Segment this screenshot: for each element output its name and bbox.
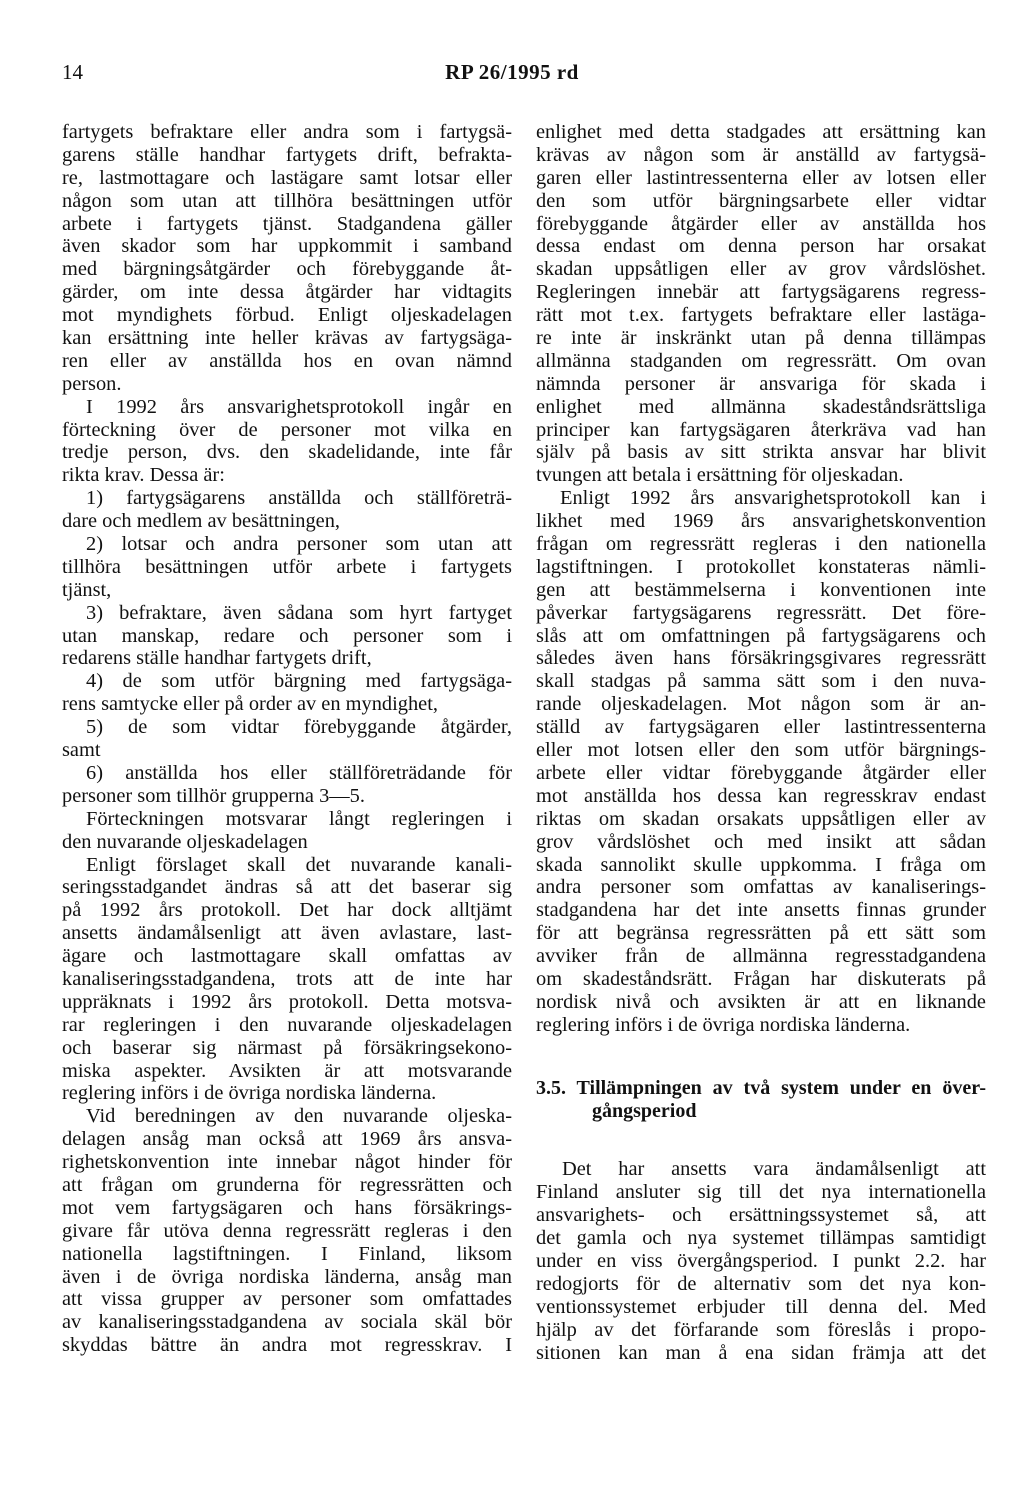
text-line: garens ställe handhar fartygets drift, befrakta- (62, 143, 512, 166)
text-line: miska aspekter. Avsikten är att motsvarande (62, 1059, 512, 1082)
text-line: garen eller lastintressenterna eller av lotsen eller (536, 166, 986, 189)
text-line: kanaliseringsstadgandena, trots att de inte har (62, 967, 512, 990)
text-line: den som utför bärgningsarbete eller vidtar (536, 189, 986, 212)
text-line: 2) lotsar och andra personer som utan att (86, 533, 512, 556)
text-line: rande oljeskadelagen. Mot någon som är an- (536, 693, 986, 716)
text-line: att vissa grupper av personer som omfattades (62, 1288, 512, 1311)
text-line: stadgandena har det inte ansetts finnas grunder (536, 899, 986, 922)
text-line: andra personer som omfattas av kanaliserings- (536, 876, 986, 899)
text-line: att frågan om grunderna för regressrätten och (62, 1173, 512, 1196)
text-line: hjälp av det förfarande som föreslås i propo- (536, 1318, 986, 1341)
right-column-top-text (536, 121, 986, 1037)
text-line: någon som utan att tillhöra besättningen utför (62, 189, 512, 212)
text-line: lagstiftningen. I protokollet konstateras nämli- (536, 555, 986, 578)
text-line: Det har ansetts vara ändamålsenligt att (562, 1158, 986, 1181)
text-line: krävas av någon som är anställd av fartygsä- (536, 143, 986, 166)
page-number: 14 (62, 60, 83, 84)
text-line: sitionen kan man å ena sidan främja att det (536, 1341, 986, 1364)
text-line: samt (62, 739, 101, 762)
text-line: mot myndighets förbud. Enligt oljeskadelagen (62, 304, 512, 327)
text-line: enlighet med allmänna skadeståndsrättsliga (536, 395, 986, 418)
right-column-bottom-text (536, 1158, 986, 1364)
text-line: Enligt 1992 års ansvarighetsprotokoll kan i (560, 487, 986, 510)
text-line: ansvarighets- och ersättningssystemet så, att (536, 1204, 986, 1227)
text-line: den nuvarande oljeskadelagen (62, 830, 308, 853)
text-line: fartygets befraktare eller andra som i fartygsä- (62, 121, 512, 143)
text-line: 3) befraktare, även sådana som hyrt fartyget (86, 601, 512, 624)
text-line: righetskonvention inte innebar något hinder för (62, 1151, 512, 1174)
text-line: re inte är inskränkt utan på denna tillämpas (536, 327, 986, 350)
text-line: ägare och lastmottagare skall omfattas av (62, 945, 512, 968)
text-line: om skadeståndsrätt. Frågan har diskuterats på (536, 967, 986, 990)
text-line: skadan uppsåtligen eller av grov vårdslöshet. (536, 258, 986, 281)
text-line: avviker från de allmänna regresstadgandena (536, 945, 986, 968)
text-line: utan manskap, redare och personer som i (62, 624, 512, 647)
text-line: Finland ansluter sig till det nya internationella (536, 1181, 986, 1204)
text-line: på 1992 års protokoll. Det har dock alltjämt (62, 899, 512, 922)
text-line: med bärgningsåtgärder och förebyggande åt- (62, 258, 512, 281)
left-column (62, 121, 512, 1357)
section-heading-line1: 3.5. Tillämpningen av två system under en över- (536, 1076, 986, 1099)
text-line: redarens ställe handhar fartygets drift, (62, 647, 372, 670)
text-line: själv på basis av sitt strikta ansvar har blivit (536, 441, 986, 464)
text-line: re, lastmottagare och lastägare samt lotsar eller (62, 166, 512, 189)
text-line: principer kan fartygsägaren återkräva vad han (536, 418, 986, 441)
text-line: likhet med 1969 års ansvarighetskonvention (536, 510, 986, 533)
text-line: arbete eller vidtar förebyggande åtgärder eller (536, 761, 986, 784)
text-line: seringsstadgandet ändras så att det baserar sig (62, 876, 512, 899)
text-line: tredje person, dvs. den skadelidande, inte får (62, 441, 512, 464)
text-line: det gamla och nya systemet tillämpas samtidigt (536, 1227, 986, 1250)
text-line: mot anställda hos dessa kan regresskrav endast (536, 784, 986, 807)
text-line: nationella lagstiftningen. I Finland, liksom (62, 1242, 512, 1265)
text-line: rätt mot t.ex. fartygets befraktare eller lastäga- (536, 304, 986, 327)
page-header: RP 26/1995 rd (445, 60, 579, 84)
text-line: påverkar fartygsägarens regressrätt. Det före- (536, 601, 986, 624)
text-line: förebyggande åtgärder eller av anställda hos (536, 212, 986, 235)
text-line: kan ersättning inte heller krävas av fartygsäga- (62, 327, 512, 350)
text-line: ställd av fartygsägaren eller lastintressenterna (536, 716, 986, 739)
text-line: 6) anställda hos eller ställföreträdande för (86, 761, 512, 784)
text-line: även skador som har uppkommit i samband (62, 235, 512, 258)
text-line: rens samtycke eller på order av en myndighet, (62, 693, 438, 716)
text-line: riktas om skadan orsakats uppsåtligen eller av (536, 807, 986, 830)
text-line: rar regleringen i den nuvarande oljeskadelagen (62, 1013, 512, 1036)
text-line: allmänna stadganden om regressrätt. Om ovan (536, 349, 986, 372)
text-line: rikta krav. Dessa är: (62, 464, 225, 487)
text-line: mot vem fartygsägaren och hans försäkrings- (62, 1196, 512, 1219)
text-line: Förteckningen motsvarar långt regleringen i (86, 807, 512, 830)
text-line: nämnda personer är ansvariga för skada i (536, 372, 986, 395)
text-line: reglering införs i de övriga nordiska länderna. (62, 1082, 437, 1105)
text-line: Vid beredningen av den nuvarande oljeska- (86, 1105, 512, 1128)
text-line: dessa endast om denna person har orsakat (536, 235, 986, 258)
text-line: person. (62, 372, 122, 395)
text-line: förteckning över de personer mot vilka en (62, 418, 512, 441)
text-line: Regleringen innebär att fartygsägarens regress- (536, 281, 986, 304)
text-line: 4) de som utför bärgning med fartygsäga- (86, 670, 512, 693)
text-line: nordisk nivå och avsikten är att en liknande (536, 990, 986, 1013)
text-line: under en viss övergångsperiod. I punkt 2.2. har (536, 1249, 986, 1272)
text-line: givare får utöva denna regressrätt regleras i den (62, 1219, 512, 1242)
text-line: av kanaliseringsstadgandena av sociala skäl bör (62, 1311, 512, 1334)
text-line: tillhöra besättningen utför arbete i fartygets (62, 555, 512, 578)
text-line: slås att om omfattningen på fartygsägarens och (536, 624, 986, 647)
text-line: gen att bestämmelserna i konventionen inte (536, 578, 986, 601)
text-line: delagen ansåg man också att 1969 års ansva- (62, 1128, 512, 1151)
text-line: skyddas bättre än andra mot regresskrav. I (62, 1334, 512, 1357)
section-heading-line2: gångsperiod (592, 1099, 697, 1122)
text-line: uppräknats i 1992 års protokoll. Detta motsva- (62, 990, 512, 1013)
text-line: I 1992 års ansvarighetsprotokoll ingår en (86, 395, 512, 418)
text-line: personer som tillhör grupperna 3—5. (62, 784, 365, 807)
text-line: dare och medlem av besättningen, (62, 510, 341, 533)
text-line: ventionssystemet erbjuder till denna del. Med (536, 1295, 986, 1318)
text-line: och baserar sig närmast på försäkringsekono- (62, 1036, 512, 1059)
text-line: för att begränsa regressrätten på ett sätt som (536, 922, 986, 945)
text-line: redogjorts för de alternativ som det nya kon- (536, 1272, 986, 1295)
text-line: skall stadgas på samma sätt som i den nuva- (536, 670, 986, 693)
text-line: enlighet med detta stadgades att ersättning kan (536, 121, 986, 143)
right-column (536, 121, 986, 1364)
text-line: eller mot lotsen eller den som utför bärgnings- (536, 739, 986, 762)
text-line: arbete i fartygets tjänst. Stadgandena gäller (62, 212, 512, 235)
text-line: ansetts ändamålsenligt att även avlastare, last- (62, 922, 512, 945)
text-line: således även hans försäkringsgivares regressrätt (536, 647, 986, 670)
text-line: skada sannolikt skulle uppkomma. I fråga om (536, 853, 986, 876)
text-line: tjänst, (62, 578, 112, 601)
text-line: reglering införs i de övriga nordiska länderna. (536, 1013, 911, 1036)
text-line: frågan om regressrätt regleras i den nationella (536, 533, 986, 556)
text-line: gärder, om inte dessa åtgärder har vidtagits (62, 281, 512, 304)
text-line: ren eller av anställda hos en ovan nämnd (62, 349, 512, 372)
text-line: 5) de som vidtar förebyggande åtgärder, (86, 716, 512, 739)
text-line: 1) fartygsägarens anställda och ställföreträ- (86, 487, 512, 510)
text-line: tvungen att betala i ersättning för oljeskadan. (536, 464, 904, 487)
text-line: Enligt förslaget skall det nuvarande kanali- (86, 853, 512, 876)
text-line: grov vårdslöshet och med insikt att sådan (536, 830, 986, 853)
text-line: även i de övriga nordiska länderna, ansåg man (62, 1265, 512, 1288)
